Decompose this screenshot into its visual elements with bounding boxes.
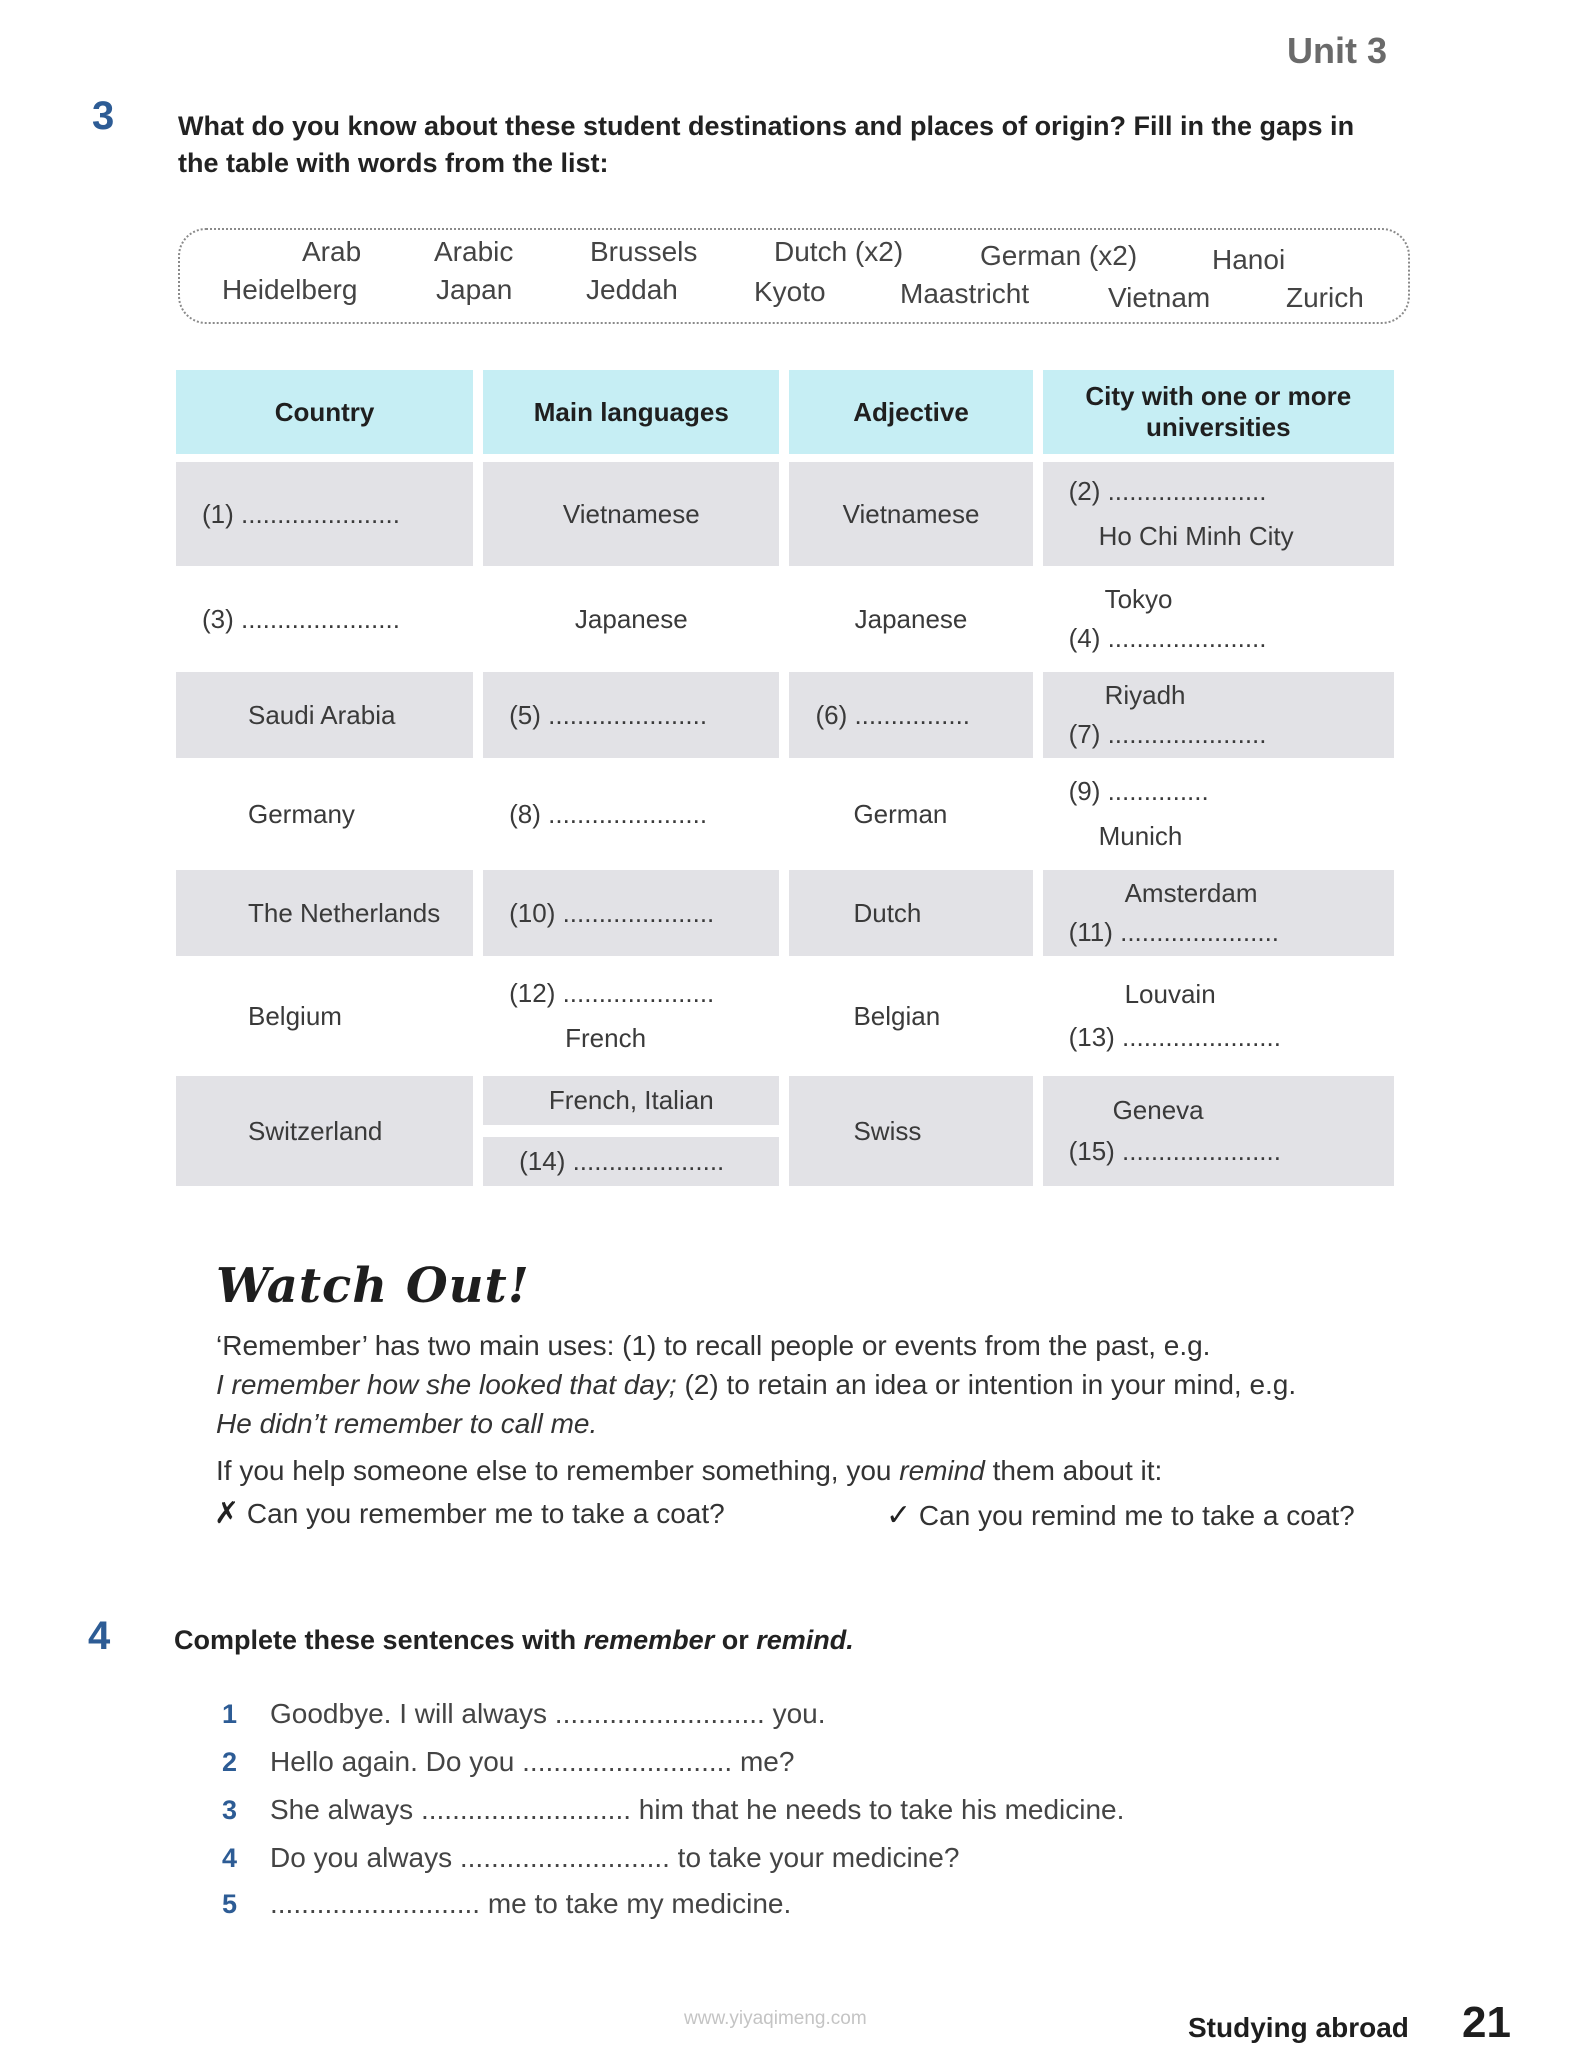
city-line: Riyadh — [1104, 680, 1186, 710]
city-line[interactable]: (4) ...................... — [1068, 623, 1267, 653]
exercise-3-number: 3 — [92, 94, 115, 138]
instruction-text: or — [714, 1625, 757, 1655]
instruction-italic: remind. — [756, 1625, 854, 1655]
city-line[interactable]: (2) ...................... — [1068, 476, 1267, 506]
watch-out-body — [216, 1326, 1366, 1490]
instruction-text: Complete these sentences with — [174, 1625, 584, 1655]
table-row — [176, 574, 1394, 664]
sentence-number: 2 — [222, 1747, 238, 1777]
city-line: Tokyo — [1104, 584, 1173, 614]
language-cell[interactable]: (5) ...................... — [483, 672, 779, 758]
section-title: Studying abroad — [1188, 2012, 1409, 2043]
word-list-item: German (x2) — [980, 240, 1138, 271]
country-cell[interactable]: (1) ...................... — [176, 462, 473, 566]
instruction-italic: remember — [583, 1625, 715, 1655]
language-cell[interactable] — [483, 964, 779, 1068]
city-line[interactable]: (15) ...................... — [1068, 1136, 1281, 1166]
exercise-4-number: 4 — [88, 1614, 111, 1658]
adjective-cell: Vietnamese — [789, 462, 1032, 566]
country-cell: Saudi Arabia — [176, 672, 473, 758]
right-example-text: Can you remind me to take a coat? — [918, 1500, 1355, 1531]
language-cell[interactable]: (8) ...................... — [509, 798, 708, 829]
word-list-item: Arabic — [434, 236, 514, 267]
table-row — [176, 870, 1394, 956]
word-list-item: Jeddah — [586, 274, 678, 305]
header-main-languages: Main languages — [483, 370, 779, 454]
sentence-text[interactable]: Hello again. Do you ........................... me? — [270, 1746, 795, 1777]
country-cell[interactable]: (3) ...................... — [202, 603, 400, 634]
right-example — [886, 1496, 1355, 1535]
word-list-item: Zurich — [1286, 282, 1364, 313]
language-line: French — [565, 1023, 647, 1053]
word-list-item: Dutch (x2) — [774, 236, 904, 267]
table-row — [176, 766, 1394, 862]
sentence-item — [222, 1794, 1124, 1826]
watch-out-line — [216, 1365, 1366, 1404]
language-cell[interactable]: (10) ..................... — [483, 870, 779, 956]
word-list-item: Hanoi — [1212, 244, 1286, 275]
sentence-text[interactable]: ........................... me to take my medicine. — [270, 1888, 792, 1919]
sentence-item — [222, 1746, 794, 1778]
word-list-item: Kyoto — [754, 276, 826, 307]
language-cell: Vietnamese — [483, 462, 779, 566]
sentence-item — [222, 1842, 959, 1874]
city-line[interactable]: (13) ...................... — [1068, 1022, 1281, 1052]
sentence-text[interactable]: Do you always ........................... to take your medicine? — [270, 1842, 960, 1873]
unit-label: Unit 3 — [1286, 30, 1387, 71]
remind-italic: remind — [899, 1455, 985, 1486]
city-line: Amsterdam — [1124, 878, 1258, 908]
watch-out-line: ‘Remember’ has two main uses: (1) to recall people or events from the past, e.g. — [216, 1330, 1211, 1361]
country-cell: Switzerland — [176, 1076, 473, 1186]
exercise-4-instruction — [174, 1622, 854, 1659]
watch-out-text: (2) to retain an idea or intention in your mind, e.g. — [676, 1369, 1297, 1400]
word-list-item: Arab — [302, 236, 362, 267]
word-list-item: Brussels — [590, 236, 698, 267]
city-line[interactable]: (11) ...................... — [1068, 917, 1280, 947]
adjective-cell: Japanese — [854, 603, 968, 634]
city-line[interactable]: (9) .............. — [1068, 776, 1209, 806]
city-cell[interactable] — [1043, 964, 1394, 1068]
country-cell: Belgium — [248, 1000, 342, 1031]
sentence-item — [222, 1888, 791, 1920]
header-country: Country — [176, 370, 473, 454]
word-list-item: Japan — [436, 274, 513, 305]
language-line[interactable]: (14) ..................... — [483, 1137, 779, 1186]
city-line: Geneva — [1112, 1095, 1204, 1125]
header-city: City with one or more universities — [1043, 370, 1394, 454]
sentence-item — [222, 1698, 826, 1730]
watch-out-title: Watch Out! — [216, 1258, 530, 1314]
sentence-number: 1 — [222, 1699, 238, 1729]
table-row — [176, 1076, 1394, 1186]
example-italic: I remember how she looked that day; — [216, 1369, 677, 1400]
wrong-example — [214, 1494, 725, 1533]
country-cell: The Netherlands — [176, 870, 473, 956]
language-cell[interactable] — [483, 1076, 779, 1186]
adjective-cell: Swiss — [789, 1076, 1032, 1186]
adjective-cell: Belgian — [853, 1000, 941, 1031]
city-cell[interactable] — [1043, 574, 1394, 664]
destinations-table — [166, 362, 1404, 1194]
watch-out-text: If you help someone else to remember something, you — [216, 1455, 900, 1486]
city-line[interactable]: (7) ...................... — [1068, 719, 1267, 749]
city-cell[interactable] — [1043, 1076, 1394, 1186]
sentence-text[interactable]: She always ........................... him that he needs to take his medicine. — [270, 1794, 1125, 1825]
cross-icon: ✗ — [214, 1497, 240, 1530]
sentence-text[interactable]: Goodbye. I will always ........................... you. — [270, 1698, 826, 1729]
instruction-line-1: What do you know about these student destinations and places of origin? Fill in the gaps in — [178, 111, 1355, 141]
language-line: French, Italian — [483, 1076, 779, 1125]
table-row — [176, 964, 1394, 1068]
table-row — [176, 462, 1394, 566]
adjective-cell: German — [853, 798, 948, 829]
exercise-3-instruction — [178, 108, 1354, 182]
adjective-cell[interactable]: (6) ................ — [789, 672, 1032, 758]
city-line: Louvain — [1124, 979, 1216, 1009]
sentence-number: 3 — [222, 1795, 238, 1825]
city-cell[interactable] — [1043, 766, 1394, 862]
watch-out-line — [216, 1404, 1366, 1443]
city-line: Munich — [1098, 821, 1183, 851]
sentence-number: 5 — [222, 1889, 238, 1919]
watch-out-line — [216, 1451, 1366, 1490]
city-line: Ho Chi Minh City — [1098, 521, 1294, 551]
adjective-cell: Dutch — [789, 870, 1032, 956]
city-cell[interactable] — [1043, 672, 1394, 758]
watch-out-text: them about it: — [984, 1455, 1163, 1486]
header-adjective: Adjective — [789, 370, 1032, 454]
sentence-number: 4 — [222, 1843, 238, 1873]
country-cell: Germany — [248, 798, 355, 829]
table-row — [176, 672, 1394, 758]
city-cell[interactable] — [1043, 870, 1394, 956]
table-header-row — [176, 370, 1394, 454]
city-cell[interactable] — [1043, 462, 1394, 566]
language-line[interactable]: (12) ..................... — [509, 978, 715, 1008]
page-number: 21 — [1462, 1998, 1511, 2047]
word-list-item: Heidelberg — [222, 274, 358, 305]
instruction-line-2: the table with words from the list: — [178, 148, 609, 178]
example-italic: He didn’t remember to call me. — [216, 1408, 598, 1439]
source-watermark: www.yiyaqimeng.com — [684, 2008, 867, 2029]
word-list-item: Maastricht — [900, 278, 1030, 309]
language-cell: Japanese — [574, 603, 688, 634]
wrong-example-text: Can you remember me to take a coat? — [246, 1498, 725, 1529]
word-list-item: Vietnam — [1108, 282, 1211, 313]
check-icon: ✓ — [886, 1499, 912, 1532]
